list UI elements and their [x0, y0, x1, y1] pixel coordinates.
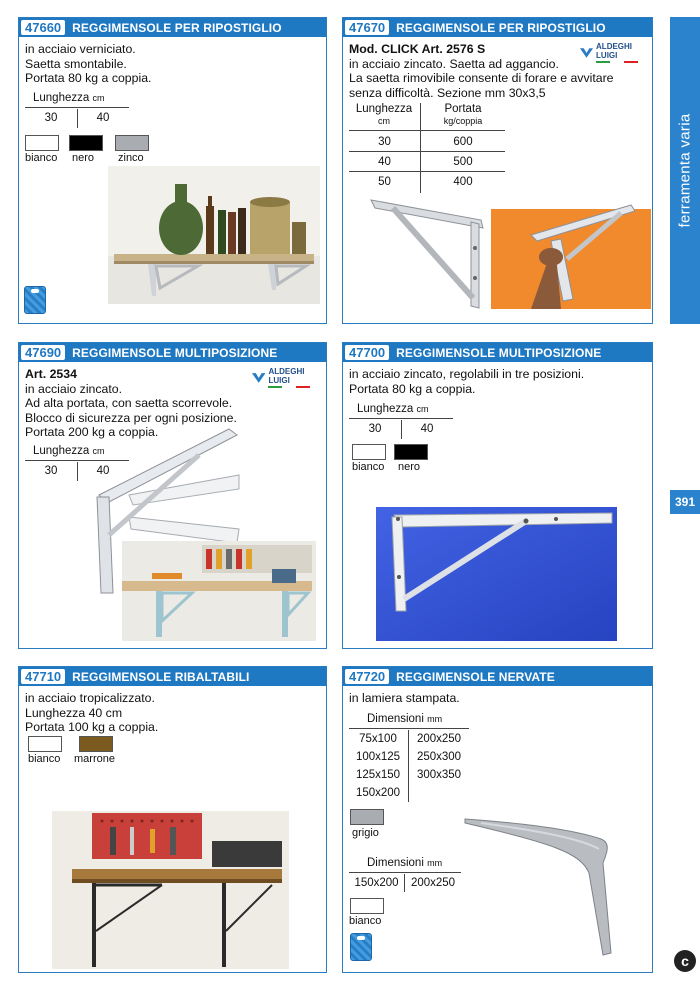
- color-label: marrone: [74, 753, 115, 765]
- color-swatch-nero: [69, 135, 103, 151]
- color-swatch-bianco: [352, 444, 386, 460]
- color-label: bianco: [352, 461, 385, 473]
- table-row: 40: [378, 156, 391, 168]
- panel-header: [343, 18, 652, 37]
- color-swatch-grigio: [350, 809, 384, 825]
- product-panel-47720: [342, 666, 653, 973]
- product-title: REGGIMENSOLE PER RIPOSTIGLIO: [396, 20, 606, 35]
- color-label: nero: [398, 461, 421, 473]
- color-label: nero: [72, 152, 95, 164]
- panel-header: [19, 18, 326, 37]
- length-capacity-table: Lunghezza cm Portata kg/coppia 30 600 40 500 50 400: [349, 103, 505, 193]
- table-row: 50: [378, 176, 391, 188]
- panel-header: [19, 667, 326, 686]
- product-photo: [376, 507, 617, 641]
- product-description: in acciaio zincato, regolabili in tre posizioni. Portata 80 kg a coppia.: [349, 367, 585, 396]
- color-swatch-marrone: [79, 736, 113, 752]
- color-swatch-bianco: [28, 736, 62, 752]
- dimensions-table-2: Dimensioni mm 150x200 200x250: [349, 857, 461, 893]
- product-photo: [52, 811, 289, 969]
- product-code: 47660: [21, 20, 65, 35]
- product-photo-bracket: [363, 188, 493, 313]
- color-swatch-bianco: [25, 135, 59, 151]
- product-panel-47700: [342, 342, 653, 649]
- color-swatch-bianco: [350, 898, 384, 914]
- length-table: Lunghezza cm 30 40: [349, 403, 453, 443]
- product-photo: [461, 813, 621, 959]
- product-title: REGGIMENSOLE RIBALTABILI: [72, 669, 250, 684]
- blister-pack-icon: [350, 933, 372, 961]
- color-swatch-nero: [394, 444, 428, 460]
- color-swatch-zinco: [115, 135, 149, 151]
- product-panel-47690: [18, 342, 327, 649]
- panel-header: [19, 343, 326, 362]
- product-title: REGGIMENSOLE MULTIPOSIZIONE: [396, 345, 602, 360]
- brand-mark-icon: [251, 371, 266, 385]
- section-tab-label: ferramenta varia: [676, 113, 694, 228]
- blister-pack-icon: [24, 286, 46, 314]
- product-description: in acciaio tropicalizzato. Lunghezza 40 cm Portata 100 kg a coppia.: [25, 691, 159, 734]
- product-title: REGGIMENSOLE MULTIPOSIZIONE: [72, 345, 278, 360]
- brand-mark-icon: [579, 46, 594, 60]
- product-code: 47670: [345, 20, 389, 35]
- product-panel-47660: [18, 17, 327, 324]
- page-number: 391: [670, 490, 700, 514]
- product-photo-mounted: [491, 181, 651, 309]
- panel-header: [343, 667, 652, 686]
- color-label: grigio: [352, 827, 379, 839]
- dimensions-table: Dimensioni mm 75x100 200x250 100x125 250x300 125x150 300x350 150x200: [349, 713, 469, 805]
- product-code: 47700: [345, 345, 389, 360]
- length-table: Lunghezza cm 30 40: [25, 92, 129, 132]
- color-label: bianco: [28, 753, 61, 765]
- color-label: zinco: [118, 152, 144, 164]
- product-panel-47670: [342, 17, 653, 324]
- product-photo: [108, 166, 320, 304]
- brand-logo: ALDEGHI LUIGI: [251, 367, 326, 388]
- table-row: 30: [378, 136, 391, 148]
- product-panel-47710: [18, 666, 327, 973]
- length-table: Lunghezza cm 30 40: [25, 445, 129, 485]
- color-label: bianco: [349, 915, 382, 927]
- product-description: in acciaio verniciato. Saetta smontabile. Portata 80 kg a coppia.: [25, 42, 152, 85]
- product-code: 47710: [21, 669, 65, 684]
- product-code: 47720: [345, 669, 389, 684]
- color-label: bianco: [25, 152, 58, 164]
- product-title: REGGIMENSOLE PER RIPOSTIGLIO: [72, 20, 282, 35]
- product-code: 47690: [21, 345, 65, 360]
- panel-header: [343, 343, 652, 362]
- product-description: in lamiera stampata.: [349, 691, 460, 705]
- product-description: Mod. CLICK Art. 2576 S in acciaio zincato. Saetta ad aggancio. La saetta rimovibile consente di forare e avvitare senza difficoltà. Sezione mm 30x3,5: [349, 42, 614, 100]
- product-title: REGGIMENSOLE NERVATE: [396, 669, 555, 684]
- product-description: Art. 2534 in acciaio zincato. Ad alta portata, con saetta scorrevole. Blocco di sicurezza per ogni posizione. Portata 200 kg a coppia.: [25, 367, 237, 439]
- brand-c-icon: c: [674, 950, 696, 972]
- brand-logo: ALDEGHI LUIGI: [579, 42, 652, 63]
- product-photo-workbench: [122, 541, 316, 641]
